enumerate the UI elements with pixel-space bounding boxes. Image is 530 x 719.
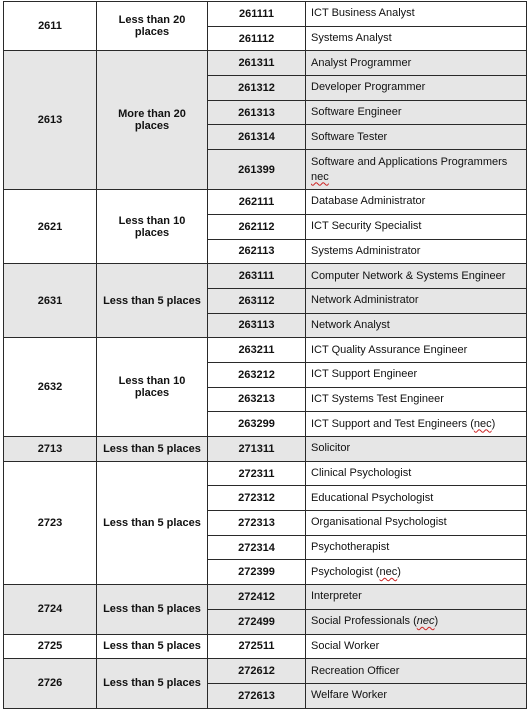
table-row xyxy=(4,51,527,76)
occupation-name: Organisational Psychologist xyxy=(306,511,527,536)
table-row xyxy=(4,338,527,363)
unit-group-2713 xyxy=(4,437,527,462)
anzsco-code: 263112 xyxy=(208,288,306,313)
unit-group-2611 xyxy=(4,2,527,51)
table-row xyxy=(4,264,527,289)
occupation-name: Developer Programmer xyxy=(306,76,527,101)
places-available: Less than 10 places xyxy=(97,338,208,437)
unit-group-code: 2723 xyxy=(4,461,97,584)
places-available: Less than 5 places xyxy=(97,585,208,634)
anzsco-code: 261312 xyxy=(208,76,306,101)
anzsco-code: 263113 xyxy=(208,313,306,338)
anzsco-code: 263211 xyxy=(208,338,306,363)
anzsco-code: 263111 xyxy=(208,264,306,289)
unit-group-2613 xyxy=(4,51,527,190)
anzsco-code: 261311 xyxy=(208,51,306,76)
occupation-name: Clinical Psychologist xyxy=(306,461,527,486)
unit-group-2621 xyxy=(4,190,527,264)
occupation-name: Social Professionals (nec) xyxy=(306,609,527,634)
unit-group-code: 2632 xyxy=(4,338,97,437)
places-available: Less than 5 places xyxy=(97,437,208,462)
occupation-name: Software Tester xyxy=(306,125,527,150)
anzsco-code: 263299 xyxy=(208,412,306,437)
places-available: More than 20 places xyxy=(97,51,208,190)
places-available: Less than 20 places xyxy=(97,2,208,51)
places-available: Less than 10 places xyxy=(97,190,208,264)
anzsco-code: 272412 xyxy=(208,585,306,610)
anzsco-code: 261111 xyxy=(208,2,306,27)
anzsco-code: 272312 xyxy=(208,486,306,511)
unit-group-code: 2726 xyxy=(4,659,97,708)
anzsco-code: 262113 xyxy=(208,239,306,264)
unit-group-2723 xyxy=(4,461,527,584)
unit-group-2632 xyxy=(4,338,527,437)
places-available: Less than 5 places xyxy=(97,634,208,659)
occupation-name: ICT Business Analyst xyxy=(306,2,527,27)
anzsco-code: 272511 xyxy=(208,634,306,659)
occupation-name: Interpreter xyxy=(306,585,527,610)
anzsco-code: 272613 xyxy=(208,683,306,708)
anzsco-code: 272499 xyxy=(208,609,306,634)
occupation-table xyxy=(3,1,527,709)
occupation-name: Software and Applications Programmers nec xyxy=(306,150,527,190)
places-available: Less than 5 places xyxy=(97,264,208,338)
anzsco-code: 272313 xyxy=(208,511,306,536)
unit-group-code: 2725 xyxy=(4,634,97,659)
occupation-name: ICT Security Specialist xyxy=(306,214,527,239)
occupation-name: Social Worker xyxy=(306,634,527,659)
anzsco-code: 263212 xyxy=(208,362,306,387)
unit-group-code: 2613 xyxy=(4,51,97,190)
occupation-name: Database Administrator xyxy=(306,190,527,215)
anzsco-code: 261112 xyxy=(208,26,306,51)
anzsco-code: 261399 xyxy=(208,150,306,190)
anzsco-code: 261314 xyxy=(208,125,306,150)
occupation-name: ICT Support and Test Engineers (nec) xyxy=(306,412,527,437)
unit-group-code: 2621 xyxy=(4,190,97,264)
unit-group-code: 2724 xyxy=(4,585,97,634)
unit-group-2631 xyxy=(4,264,527,338)
occupation-name: ICT Support Engineer xyxy=(306,362,527,387)
table-row xyxy=(4,659,527,684)
anzsco-code: 261313 xyxy=(208,100,306,125)
occupation-name: Computer Network & Systems Engineer xyxy=(306,264,527,289)
occupation-name: Welfare Worker xyxy=(306,683,527,708)
occupation-name: Systems Analyst xyxy=(306,26,527,51)
occupation-name: Solicitor xyxy=(306,437,527,462)
occupation-name: Psychotherapist xyxy=(306,535,527,560)
anzsco-code: 272311 xyxy=(208,461,306,486)
table-row xyxy=(4,461,527,486)
occupation-name: Educational Psychologist xyxy=(306,486,527,511)
unit-group-code: 2631 xyxy=(4,264,97,338)
places-available: Less than 5 places xyxy=(97,659,208,708)
table-row xyxy=(4,634,527,659)
occupation-name: Analyst Programmer xyxy=(306,51,527,76)
anzsco-code: 262112 xyxy=(208,214,306,239)
anzsco-code: 272399 xyxy=(208,560,306,585)
table-row xyxy=(4,437,527,462)
table-row xyxy=(4,2,527,27)
occupation-name: ICT Systems Test Engineer xyxy=(306,387,527,412)
occupation-name: Recreation Officer xyxy=(306,659,527,684)
anzsco-code: 271311 xyxy=(208,437,306,462)
anzsco-code: 263213 xyxy=(208,387,306,412)
occupation-name: Systems Administrator xyxy=(306,239,527,264)
table-row xyxy=(4,190,527,215)
anzsco-code: 262111 xyxy=(208,190,306,215)
occupation-name: Software Engineer xyxy=(306,100,527,125)
occupation-name: Network Analyst xyxy=(306,313,527,338)
unit-group-code: 2713 xyxy=(4,437,97,462)
anzsco-code: 272612 xyxy=(208,659,306,684)
anzsco-code: 272314 xyxy=(208,535,306,560)
unit-group-2725 xyxy=(4,634,527,659)
table-row xyxy=(4,585,527,610)
occupation-name: ICT Quality Assurance Engineer xyxy=(306,338,527,363)
unit-group-2726 xyxy=(4,659,527,708)
places-available: Less than 5 places xyxy=(97,461,208,584)
unit-group-2724 xyxy=(4,585,527,634)
unit-group-code: 2611 xyxy=(4,2,97,51)
occupation-name: Network Administrator xyxy=(306,288,527,313)
occupation-name: Psychologist (nec) xyxy=(306,560,527,585)
